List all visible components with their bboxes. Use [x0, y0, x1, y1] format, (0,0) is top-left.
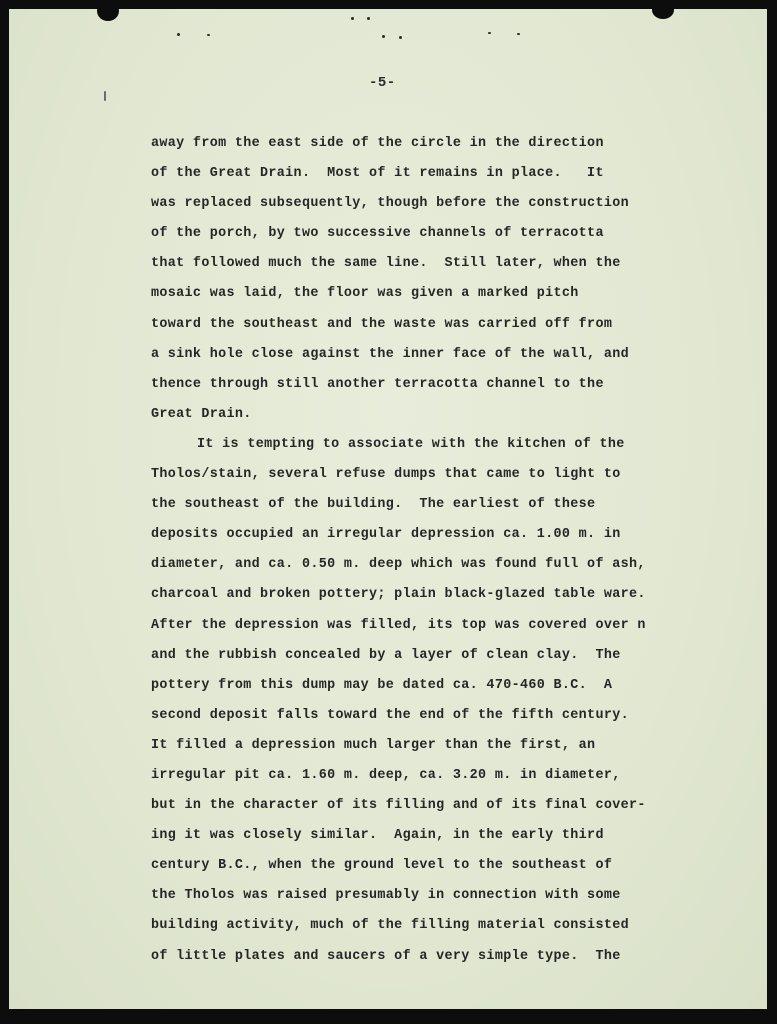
- text-line: pottery from this dump may be dated ca. 470-460 B.C. A: [151, 677, 613, 693]
- text-line: Great Drain.: [151, 406, 252, 422]
- text-line: and the rubbish concealed by a layer of clean clay. The: [151, 647, 621, 663]
- text-line: diameter, and ca. 0.50 m. deep which was found full of ash,: [151, 557, 646, 573]
- page-number: -5-: [369, 75, 396, 91]
- text-line: was replaced subsequently, though before the construction: [151, 196, 629, 212]
- speck: [488, 32, 491, 34]
- text-line: charcoal and broken pottery; plain black-glazed table ware.: [151, 587, 646, 603]
- text-line: a sink hole close against the inner face of the wall, and: [151, 346, 629, 362]
- text-line: It filled a depression much larger than the first, an: [151, 737, 596, 753]
- speck: [177, 33, 180, 36]
- speck: [351, 17, 354, 20]
- text-line: second deposit falls toward the end of the fifth century.: [151, 707, 629, 723]
- binding-hole-left: [97, 9, 119, 21]
- text-line: It is tempting to associate with the kitchen of the: [197, 436, 625, 452]
- text-line: After the depression was filled, its top was covered over n: [151, 617, 646, 633]
- binding-hole-right: [652, 9, 674, 19]
- text-line: irregular pit ca. 1.60 m. deep, ca. 3.20 m. in diameter,: [151, 767, 621, 783]
- text-line: ing it was closely similar. Again, in the early third: [151, 828, 604, 844]
- text-line: but in the character of its filling and of its final cover-: [151, 798, 646, 814]
- text-line: of the porch, by two successive channels of terracotta: [151, 226, 604, 242]
- paragraph-2: [151, 430, 711, 972]
- text-line: mosaic was laid, the floor was given a marked pitch: [151, 286, 579, 302]
- text-line: Tholos/stain, several refuse dumps that came to light to: [151, 467, 621, 483]
- body-text: [151, 129, 711, 972]
- speck: [517, 33, 520, 35]
- text-line: the southeast of the building. The earliest of these: [151, 497, 596, 513]
- paragraph-1: [151, 129, 711, 430]
- text-line: thence through still another terracotta channel to the: [151, 376, 604, 392]
- speck: [399, 36, 402, 39]
- speck: [367, 17, 370, 20]
- text-line: building activity, much of the filling material consisted: [151, 918, 629, 934]
- text-line: deposits occupied an irregular depression ca. 1.00 m. in: [151, 527, 621, 543]
- text-line: away from the east side of the circle in the direction: [151, 136, 604, 151]
- text-line: of little plates and saucers of a very simple type. The: [151, 948, 621, 964]
- text-line: century B.C., when the ground level to the southeast of: [151, 858, 613, 874]
- speck: [382, 35, 385, 38]
- typewritten-page: [9, 9, 767, 1009]
- text-line: that followed much the same line. Still later, when the: [151, 256, 621, 272]
- speck: [207, 34, 210, 36]
- text-line: of the Great Drain. Most of it remains in place. It: [151, 166, 604, 182]
- text-line: toward the southeast and the waste was carried off from: [151, 316, 613, 332]
- speck: [104, 91, 106, 101]
- text-line: the Tholos was raised presumably in connection with some: [151, 888, 621, 904]
